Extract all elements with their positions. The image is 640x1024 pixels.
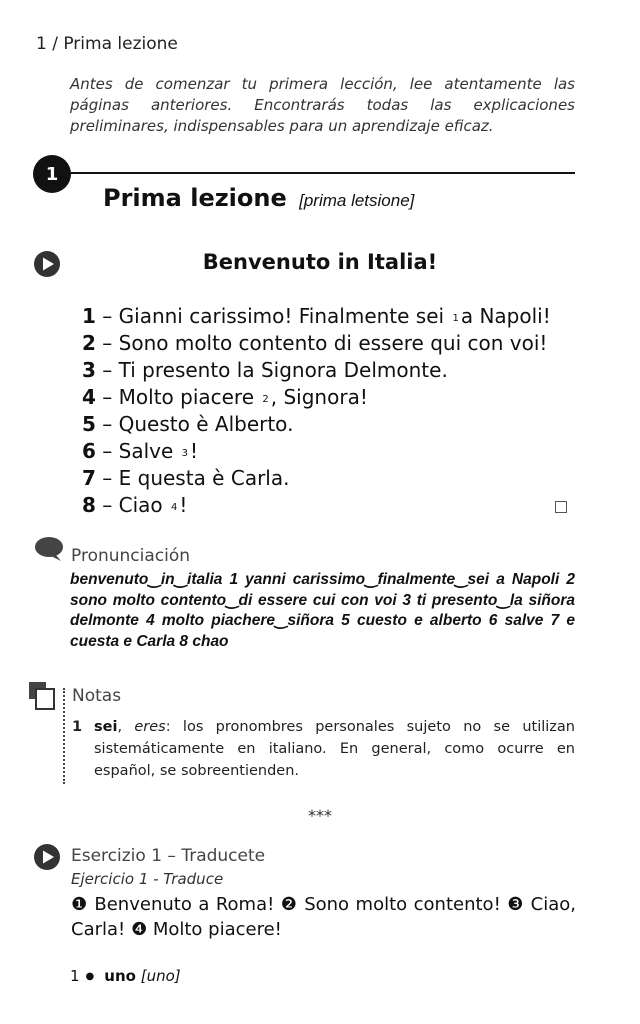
dialog-line-dash: – bbox=[102, 304, 113, 328]
running-head: 1 / Prima lezione bbox=[36, 34, 178, 54]
dialog-line bbox=[82, 303, 551, 330]
dialog-line-text: E questa è Carla. bbox=[118, 466, 290, 490]
dialog-line-dash: – bbox=[102, 331, 113, 355]
dialog-line-text: Questo è Alberto. bbox=[118, 412, 294, 436]
footnote-marker[interactable]: 4 bbox=[171, 502, 178, 513]
exercise-title: Esercizio 1 – Traducete bbox=[71, 846, 266, 866]
note-number: 1 bbox=[72, 719, 83, 735]
dialog-line-number: 3 bbox=[82, 358, 96, 382]
lesson-title-pronunciation: [prima letsione] bbox=[299, 191, 415, 210]
footnote-marker[interactable]: 3 bbox=[181, 448, 189, 459]
footnote-marker[interactable]: 1 bbox=[452, 313, 459, 324]
dialog-line-dash: – bbox=[102, 412, 113, 436]
dialog-line-text: Ti presento la Signora Delmonte. bbox=[118, 358, 448, 382]
exercise-subtitle: Ejercicio 1 - Traduce bbox=[71, 870, 224, 888]
lesson-title-text: Prima lezione bbox=[103, 184, 287, 212]
page-number-word: uno bbox=[104, 967, 136, 985]
dialog-line-dash: – bbox=[102, 385, 113, 409]
note-text: : los pronombres personales sujeto no se utilizan sistemáticamente en italiano. En general, como ocurre en español, se sobreentienden. bbox=[94, 719, 575, 779]
dialog-line-dash: – bbox=[102, 439, 113, 463]
dialog-title: Benvenuto in Italia! bbox=[202, 250, 438, 274]
dialog-line-text: Sono molto contento di essere qui con voi! bbox=[118, 331, 548, 355]
dialog-line bbox=[82, 411, 551, 438]
dialog-line bbox=[82, 357, 551, 384]
footnote-marker[interactable]: 2 bbox=[262, 394, 269, 405]
note-separator: , bbox=[117, 719, 123, 735]
dialog-line-number: 8 bbox=[82, 493, 96, 517]
dialog-line-text: Salve bbox=[118, 439, 174, 463]
dialog-line bbox=[82, 438, 551, 465]
pronunciation-label: Pronunciación bbox=[71, 546, 191, 566]
speech-bubble-icon bbox=[33, 536, 65, 562]
dialog-line-dash: – bbox=[102, 358, 113, 382]
page-footer bbox=[70, 967, 181, 985]
pronunciation-text: benvenuto‿in‿italia 1 yanni carissimo‿finalmente‿sei a Napoli 2 sono molto contento‿di essere cui con voi 3 ti presento‿la siñora delmonte 4 molto piachere‿siñora 5 cuesto e alberto 6 salve 7 e cuesta e Carla 8 chao bbox=[70, 571, 575, 650]
dialog-line bbox=[82, 492, 551, 519]
dialog-line-tail: a Napoli! bbox=[460, 304, 551, 328]
dialog-line-number: 6 bbox=[82, 439, 96, 463]
dialog-line bbox=[82, 384, 551, 411]
dialog-line-text: Ciao bbox=[118, 493, 163, 517]
dialog bbox=[82, 303, 551, 519]
dialog-line-number: 5 bbox=[82, 412, 96, 436]
exercise-play-icon[interactable] bbox=[33, 843, 61, 871]
lesson-rule bbox=[70, 172, 575, 174]
lesson-title bbox=[103, 184, 414, 212]
intro-text: Antes de comenzar tu primera lección, lee atentamente las páginas anteriores. Encontrarás todas las explicaciones preliminares, indispensables para un aprendizaje eficaz. bbox=[70, 75, 575, 135]
dialog-line-text: Gianni carissimo! Finalmente sei bbox=[118, 304, 445, 328]
dialog-line-number: 4 bbox=[82, 385, 96, 409]
lesson-number-badge: 1 bbox=[33, 155, 71, 193]
note-term: sei bbox=[94, 719, 118, 735]
dialog-line-dash: – bbox=[102, 493, 113, 517]
dialog-line-tail: , Signora! bbox=[270, 385, 368, 409]
dialog-line-dash: – bbox=[102, 466, 113, 490]
note-item bbox=[72, 716, 575, 782]
page-number-pronunciation: [uno] bbox=[140, 967, 181, 985]
dialog-line-number: 7 bbox=[82, 466, 96, 490]
footer-bullet-icon: ● bbox=[85, 971, 95, 982]
dialog-line-tail: ! bbox=[190, 439, 199, 463]
notes-dotted-rule bbox=[63, 688, 65, 784]
dialog-line-text: Molto piacere bbox=[118, 385, 255, 409]
checkbox-icon[interactable] bbox=[555, 501, 567, 513]
notes-icon bbox=[28, 681, 58, 711]
dialog-line bbox=[82, 465, 551, 492]
note-body bbox=[94, 716, 575, 782]
dialog-line-number: 2 bbox=[82, 331, 96, 355]
section-separator: *** bbox=[308, 806, 332, 825]
exercise-text: ❶ Benvenuto a Roma! ❷ Sono molto contento! ❸ Ciao, Carla! ❹ Molto piacere! bbox=[71, 894, 576, 940]
dialog-line-tail: ! bbox=[179, 493, 188, 517]
notes-label: Notas bbox=[72, 686, 122, 706]
note-translation: eres bbox=[134, 719, 166, 735]
dialog-line bbox=[82, 330, 551, 357]
dialog-line-number: 1 bbox=[82, 304, 96, 328]
page-number: 1 bbox=[70, 967, 80, 985]
